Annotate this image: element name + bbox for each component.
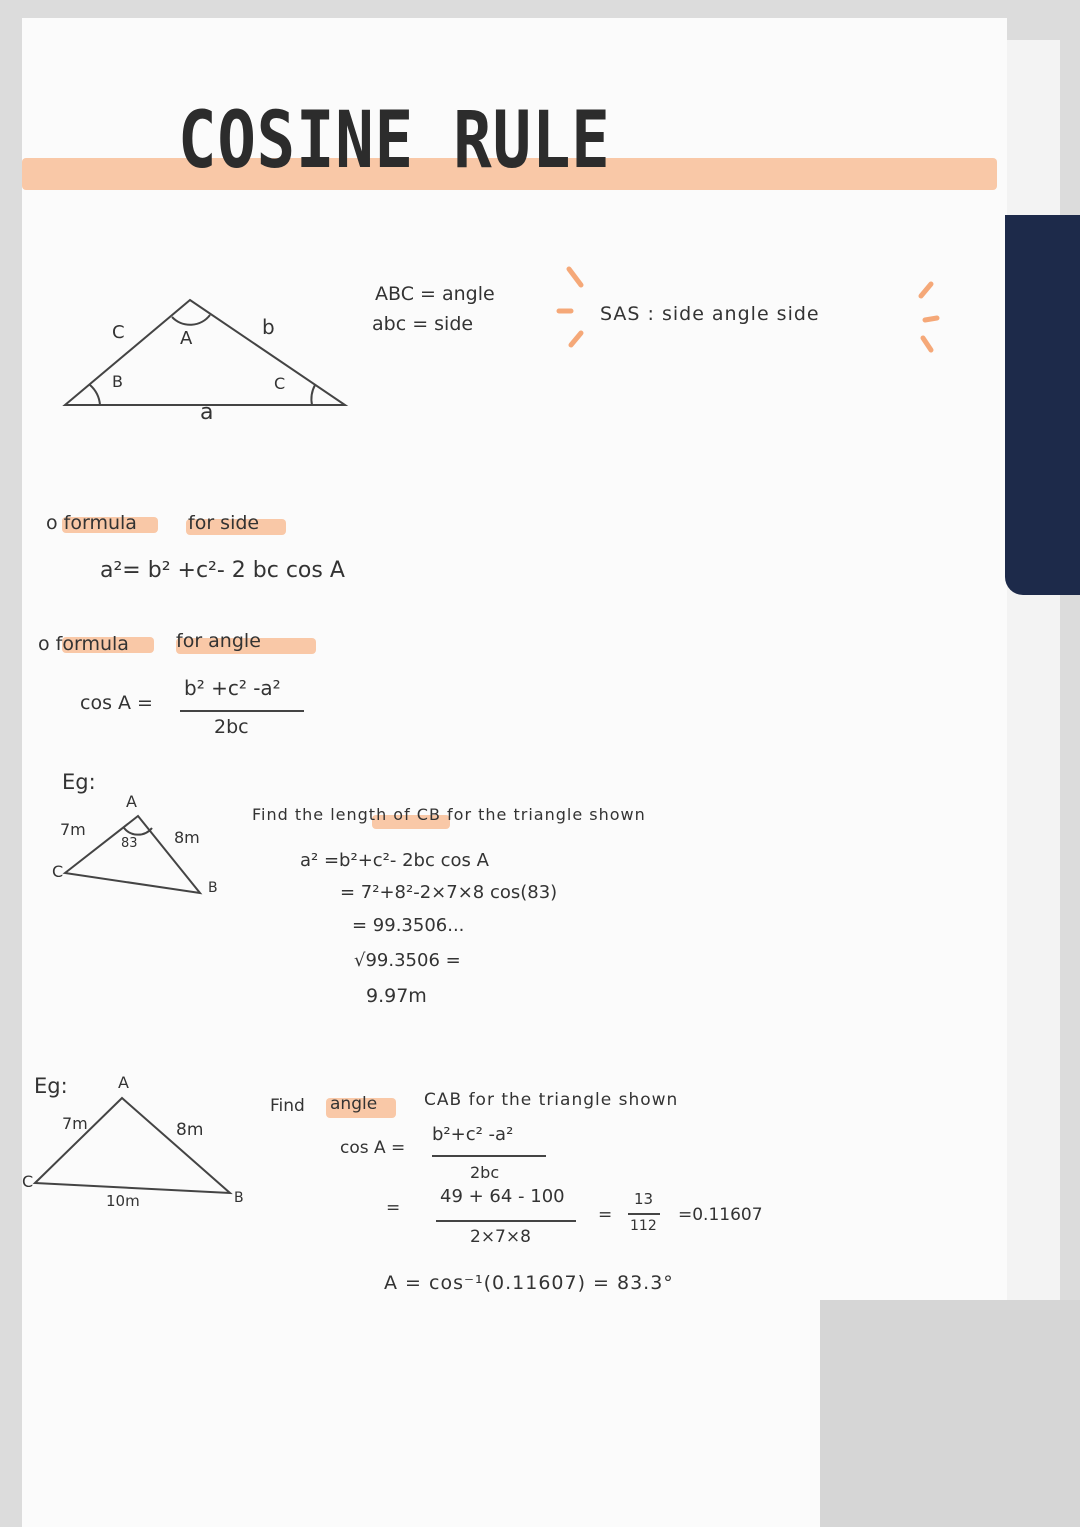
notation-sides: abc = side [372,313,474,335]
example2-equals-2: = [598,1205,613,1225]
example2-substituted-numerator: 49 + 64 - 100 [440,1186,565,1207]
example2-lhs: cos A = [340,1138,406,1158]
example1-side-left: 7m [60,820,86,839]
formula-angle-heading-rest: for angle [176,630,261,652]
example2-decimal: =0.11607 [678,1205,763,1225]
diagram-label-b-side: b [262,315,275,339]
example1-vertex-b: B [208,880,218,896]
example2-question-prefix: Find [270,1096,305,1116]
diagram-label-c: C [274,374,286,393]
example1-answer: 9.97m [366,985,427,1007]
formula-side-expression: a²= b² +c²- 2 bc cos A [100,558,345,583]
example1-question: Find the length of CB for the triangle shown [252,805,646,824]
diagram-label-side-a: a [200,400,214,425]
dark-folder-flap [1005,215,1080,595]
formula-angle-fraction-bar [180,710,304,712]
example2-question-rest: CAB for the triangle shown [424,1090,679,1110]
example2-fraction-bar-2 [628,1213,660,1215]
example2-vertex-a: A [118,1073,129,1092]
example2-fraction-bar [432,1155,546,1157]
example1-step-2: = 7²+8²-2×7×8 cos(83) [340,882,558,903]
example1-step-3: = 99.3506... [352,915,465,936]
diagram-label-b: B [112,372,123,391]
example2-equals: = [386,1198,401,1218]
formula-angle-heading-prefix: o formula [38,633,129,655]
example2-result: A = cos⁻¹(0.11607) = 83.3° [384,1272,674,1294]
formula-angle-numerator: b² +c² -a² [184,676,281,700]
example2-vertex-b: B [234,1190,244,1206]
diagram-label-c-left: C [112,322,125,343]
example1-label: Eg: [62,770,96,794]
example2-side-right: 8m [176,1120,204,1140]
notation-angles: ABC = angle [375,283,495,305]
formula-side-heading-rest: for side [188,512,260,534]
example2-substituted-bar [436,1220,576,1222]
example1-vertex-c: C [52,862,64,881]
example2-substituted-denominator: 2×7×8 [470,1227,531,1247]
example1-step-4: √99.3506 = [354,950,461,971]
example2-numerator: b²+c² -a² [432,1124,514,1145]
example2-label: Eg: [34,1074,68,1098]
example1-side-right: 8m [174,828,200,847]
example1-angle: 83 [121,836,138,851]
sas-decoration-right [905,280,945,365]
example2-fraction-numerator: 13 [634,1190,654,1208]
labelled-triangle-diagram [60,285,360,415]
example2-side-left: 7m [62,1114,88,1133]
formula-angle-lhs: cos A = [80,692,153,714]
example1-triangle [60,800,220,900]
example2-triangle [30,1090,260,1200]
example1-step-1: a² =b²+c²- 2bc cos A [300,850,489,871]
notation-sas: SAS : side angle side [600,303,820,325]
page-corner-shadow [820,1300,1080,1527]
diagram-label-a: A [180,328,193,349]
example2-side-bottom: 10m [106,1192,140,1210]
formula-side-heading-prefix: o formula [46,512,137,534]
page-title: COSINE RULE [178,96,611,186]
example1-vertex-a: A [126,792,137,811]
example2-vertex-c: C [22,1172,34,1191]
sas-decoration-left [555,265,595,350]
example2-fraction-denominator: 112 [630,1218,657,1234]
example2-question-highlight-word: angle [330,1094,378,1114]
example2-denominator: 2bc [470,1163,500,1182]
formula-angle-denominator: 2bc [214,716,249,738]
